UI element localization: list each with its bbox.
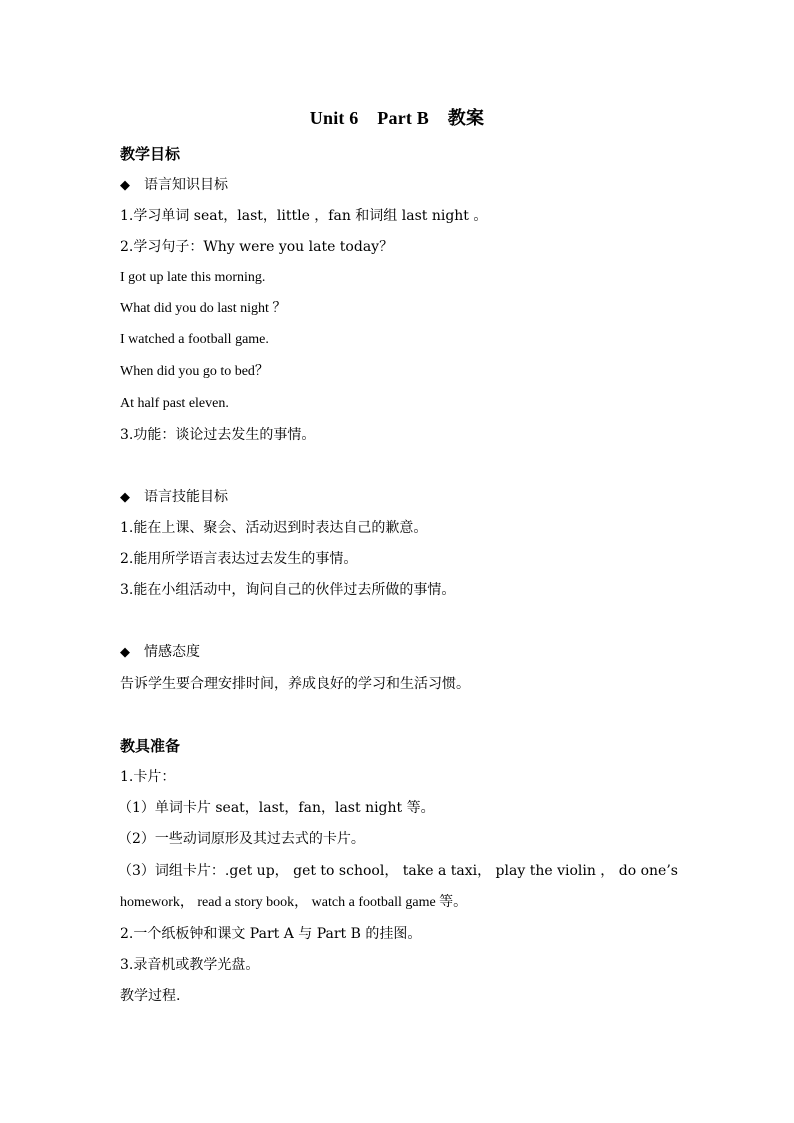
document-title: Unit 6 Part B 教案 [309, 108, 485, 128]
subheading-language-knowledge [120, 175, 228, 196]
subheading-emotional-attitude [120, 642, 200, 663]
diamond-bullet-icon: ◆ [120, 645, 130, 660]
card-item-continued: homework， read a story book， watch a football game 等。 [120, 895, 468, 910]
knowledge-item: 2.学习句子：Why were you late today？ [120, 239, 394, 255]
knowledge-item: When did you go to bed？ [120, 364, 269, 379]
emotional-attitude-text: 告诉学生要合理安排时间，养成良好的学习和生活习惯。 [120, 676, 470, 692]
card-item: （1）单词卡片 seat，last，fan，last night 等。 [118, 800, 435, 816]
knowledge-item: At half past eleven. [120, 396, 229, 411]
materials-item: 3.录音机或教学光盘。 [120, 957, 260, 973]
knowledge-item: What did you do last night ？ [120, 301, 287, 316]
subheading-label: 语言技能目标 [144, 489, 228, 505]
materials-item: 2.一个纸板钟和课文 Part A 与 Part B 的挂图。 [120, 926, 422, 942]
knowledge-item: I got up late this morning. [120, 270, 266, 285]
subheading-language-skills [120, 487, 228, 508]
card-item: （2）一些动词原形及其过去式的卡片。 [118, 831, 365, 847]
materials-intro: 1.卡片： [120, 769, 176, 785]
knowledge-item: 1.学习单词 seat，last，little ，fan 和词组 last night 。 [120, 208, 488, 224]
knowledge-item: I watched a football game. [120, 332, 269, 347]
heading-process: 教学过程. [120, 988, 181, 1004]
skills-item: 2.能用所学语言表达过去发生的事情。 [120, 551, 358, 567]
heading-objectives: 教学目标 [120, 145, 181, 163]
diamond-bullet-icon: ◆ [120, 178, 130, 193]
knowledge-item: 3.功能：谈论过去发生的事情。 [120, 427, 316, 443]
card-item: （3）词组卡片：.get up， get to school， take a taxi， play the violin ， do one’s [118, 863, 678, 879]
skills-item: 3.能在小组活动中，询问自己的伙伴过去所做的事情。 [120, 582, 456, 598]
diamond-bullet-icon: ◆ [120, 490, 130, 505]
heading-materials: 教具准备 [120, 737, 181, 755]
subheading-label: 语言知识目标 [144, 177, 228, 193]
subheading-label: 情感态度 [144, 644, 200, 660]
skills-item: 1.能在上课、聚会、活动迟到时表达自己的歉意。 [120, 520, 428, 536]
